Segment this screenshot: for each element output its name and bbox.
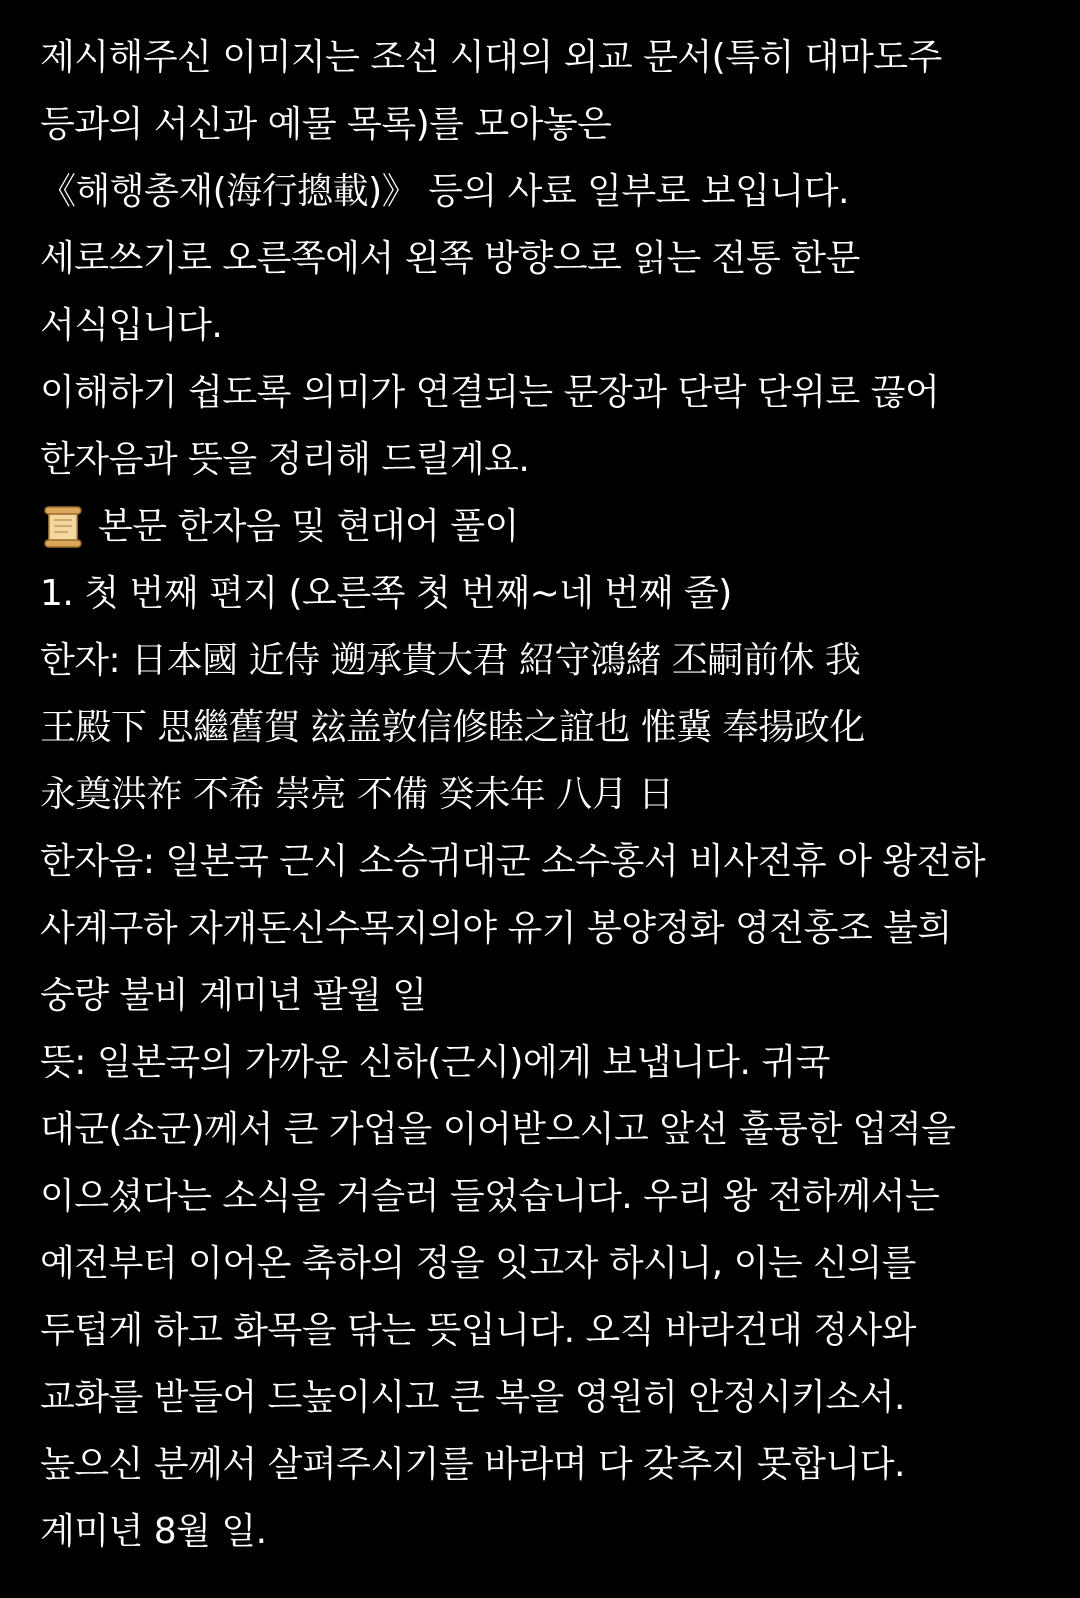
- meaning-line: 대군(쇼군)께서 큰 가업을 이어받으시고 앞선 훌륭한 업적을: [40, 1109, 956, 1150]
- chat-response-text: [40, 24, 1040, 1565]
- intro-line: 서식입니다.: [40, 305, 223, 346]
- reading-line: 숭량 불비 계미년 팔월 일: [40, 975, 427, 1016]
- hanja-line: 王殿下 思繼舊賀 玆盖敦信修睦之誼也 惟冀 奉揚政化: [40, 707, 865, 748]
- meaning-line: 높으신 분께서 살펴주시기를 바라며 다 갖추지 못합니다.: [40, 1444, 905, 1485]
- intro-line: 한자음과 뜻을 정리해 드릴게요.: [40, 439, 530, 480]
- meaning-line: 예전부터 이어온 축하의 정을 잇고자 하시니, 이는 신의를: [40, 1243, 916, 1284]
- section-heading: [40, 493, 1040, 560]
- letter-heading: 1. 첫 번째 편지 (오른쪽 첫 번째~네 번째 줄): [40, 573, 732, 614]
- meaning-line: 교화를 받들어 드높이시고 큰 복을 영원히 안정시키소서.: [40, 1377, 905, 1418]
- hanja-line: 永奠洪祚 不希 崇亮 不備 癸未年 八月 日: [40, 774, 674, 815]
- scroll-icon: [40, 504, 86, 550]
- meaning-line: 뜻: 일본국의 가까운 신하(근시)에게 보냅니다. 귀국: [40, 1042, 830, 1083]
- intro-line: 이해하기 쉽도록 의미가 연결되는 문장과 단락 단위로 끊어: [40, 372, 940, 413]
- intro-line: 등과의 서신과 예물 목록)를 모아놓은: [40, 104, 612, 145]
- meaning-line: 두텁게 하고 화목을 닦는 뜻입니다. 오직 바라건대 정사와: [40, 1310, 916, 1351]
- meaning-line: 이으셨다는 소식을 거슬러 들었습니다. 우리 왕 전하께서는: [40, 1176, 940, 1217]
- intro-line: 제시해주신 이미지는 조선 시대의 외교 문서(특히 대마도주: [40, 37, 942, 78]
- reading-line: 한자음: 일본국 근시 소승귀대군 소수홍서 비사전휴 아 왕전하: [40, 841, 986, 882]
- intro-line: 《해행총재(海行摠載)》 등의 사료 일부로 보입니다.: [40, 171, 849, 212]
- reading-line: 사계구하 자개돈신수목지의야 유기 봉양정화 영전홍조 불희: [40, 908, 952, 949]
- intro-line: 세로쓰기로 오른쪽에서 왼쪽 방향으로 읽는 전통 한문: [40, 238, 860, 279]
- section-title: 본문 한자음 및 현대어 풀이: [98, 506, 519, 547]
- hanja-line: 한자: 日本國 近侍 遡承貴大君 紹守鴻緒 丕嗣前休 我: [40, 640, 861, 681]
- meaning-line: 계미년 8월 일.: [40, 1511, 267, 1552]
